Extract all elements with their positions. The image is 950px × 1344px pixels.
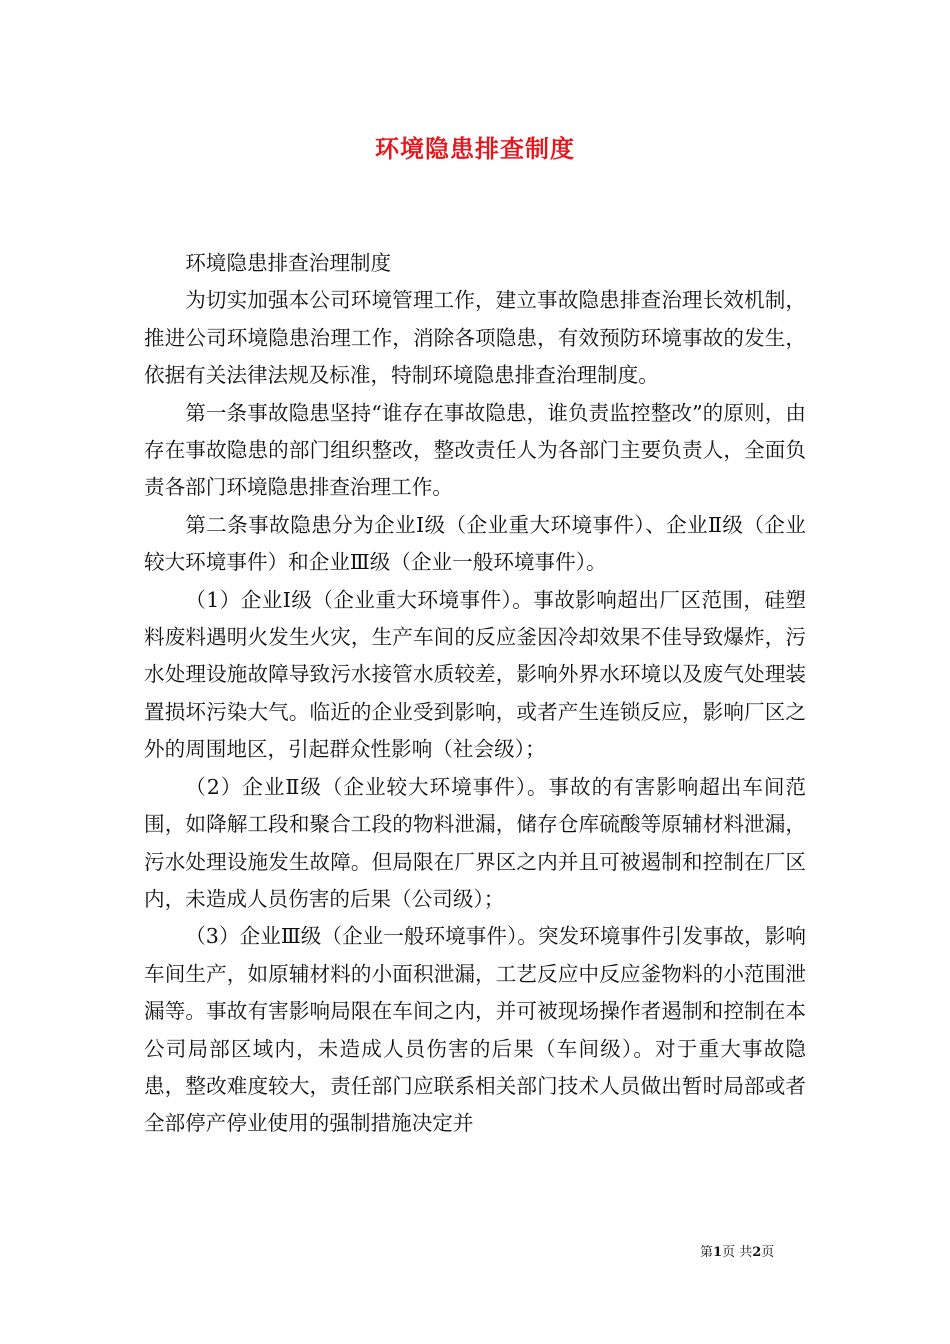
paragraph-level-3: （3）企业Ⅲ级（企业一般环境事件）。突发环境事件引发事故，影响车间生产，如原辅材料的小面积泄漏，工艺反应中反应釜物料的小范围泄漏等。事故有害影响局限在车间之内，并可被现场操作者遏制和控制在本公司局部区域内，未造成人员伤害的后果（车间级）。对于重大事故隐患，整改难度较大，责任部门应联系相关部门技术人员做出暂时局部或者全部停产停业使用的强制措施决定并 xyxy=(144,924,806,1136)
document-title: 环境隐患排查制度 xyxy=(375,135,575,163)
footer-total-pages: 2 xyxy=(752,1245,762,1260)
footer-current-page: 1 xyxy=(713,1245,723,1260)
paragraph-level-1: （1）企业Ⅰ级（企业重大环境事件）。事故影响超出厂区范围，硅塑料废料遇明火发生火灾，生产车间的反应釜因冷却效果不佳导致爆炸，污水处理设施故障导致污水接管水质较差，影响外界水环境以及废气处理装置损坏污染大气。临近的企业受到影响，或者产生连锁反应，影响厂区之外的周围地区，引起群众性影响（社会级）； xyxy=(144,587,806,762)
paragraph-article-2: 第二条事故隐患分为企业Ⅰ级（企业重大环境事件）、企业Ⅱ级（企业较大环境事件）和企业Ⅲ级（企业一般环境事件）。 xyxy=(144,512,806,575)
paragraph-article-1: 第一条事故隐患坚持“谁存在事故隐患，谁负责监控整改”的原则，由存在事故隐患的部门组织整改，整改责任人为各部门主要负责人，全面负责各部门环境隐患排查治理工作。 xyxy=(144,400,806,500)
document-body xyxy=(144,245,806,1143)
footer-middle: 页 共 xyxy=(722,1245,753,1260)
footer-suffix: 页 xyxy=(761,1245,775,1260)
paragraph-intro: 为切实加强本公司环境管理工作，建立事故隐患排查治理长效机制，推进公司环境隐患治理工作，消除各项隐患，有效预防环境事故的发生，依据有关法律法规及标准，特制环境隐患排查治理制度。 xyxy=(144,288,806,388)
footer-prefix: 第 xyxy=(700,1245,714,1260)
paragraph-level-2: （2）企业Ⅱ级（企业较大环境事件）。事故的有害影响超出车间范围，如降解工段和聚合工段的物料泄漏，储存仓库硫酸等原辅材料泄漏，污水处理设施发生故障。但局限在厂界区之内并且可被遏制和控制在厂区内，未造成人员伤害的后果（公司级）； xyxy=(144,774,806,911)
page-footer xyxy=(700,1244,850,1262)
document-subheading: 环境隐患排查治理制度 xyxy=(185,251,392,275)
